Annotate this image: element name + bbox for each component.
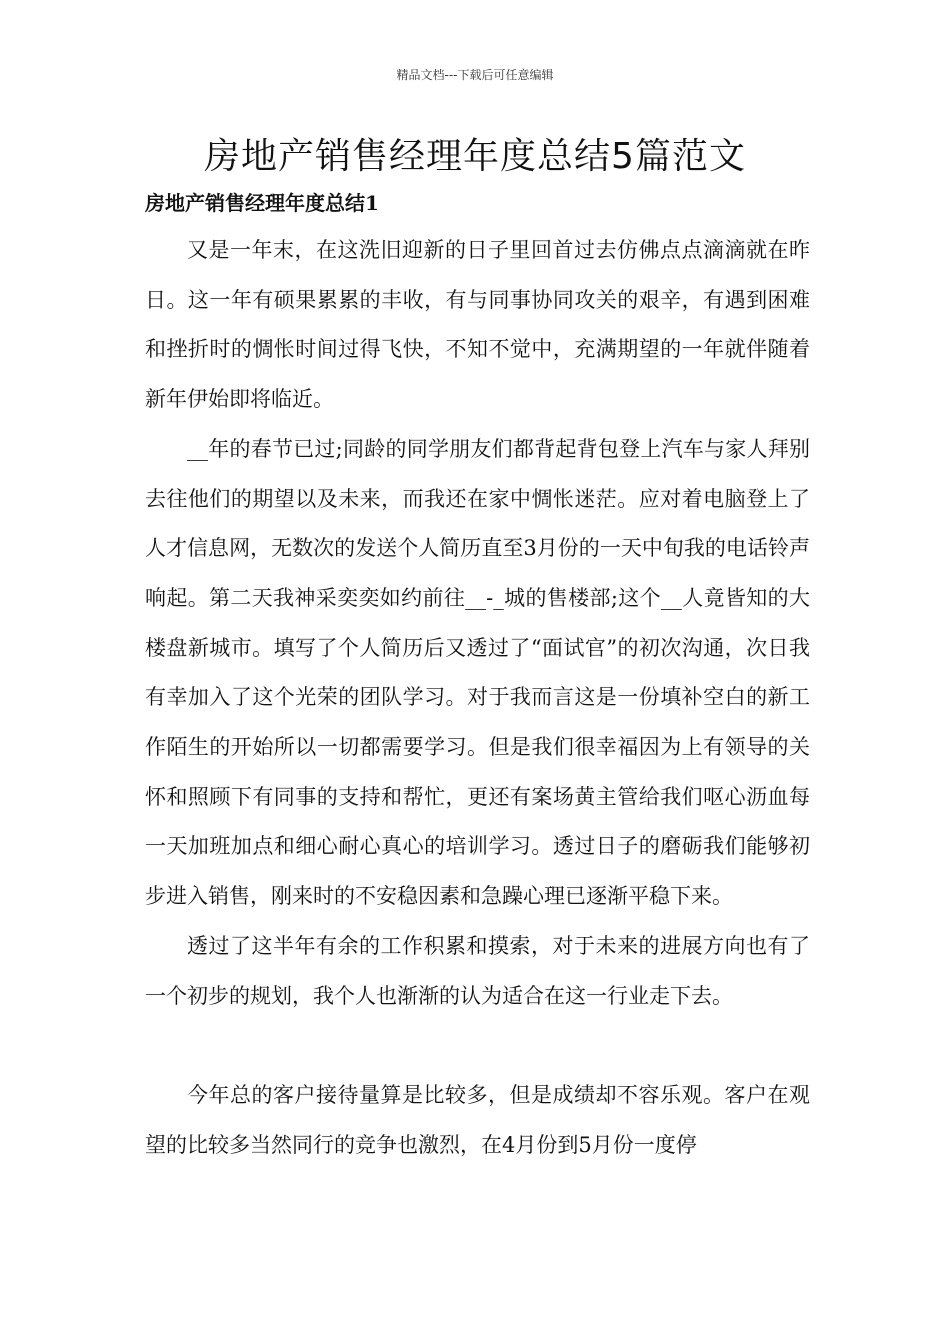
paragraph: 今年总的客户接待量算是比较多，但是成绩却不容乐观。客户在观望的比较多当然同行的竞争也激烈，在4月份到5月份一度停: [145, 1083, 810, 1157]
paragraph: 又是一年末，在这洗旧迎新的日子里回首过去仿佛点点滴滴就在昨日。这一年有硕果累累的丰收，有与同事协同攻关的艰辛，有遇到困难和挫折时的惆怅时间过得飞快，不知不觉中，充满期望的一年就伴随着新年伊始即将临近。: [145, 238, 810, 412]
section-heading: 房地产销售经理年度总结1: [145, 191, 379, 215]
paragraph-spacer: [145, 1021, 810, 1071]
paragraph: 透过了这半年有余的工作积累和摸索，对于未来的进展方向也有了一个初步的规划，我个人也渐渐的认为适合在这一行业走下去。: [145, 933, 810, 1008]
header-note: 精品文档---下载后可任意编辑: [396, 68, 554, 82]
document-title: 房地产销售经理年度总结5篇范文: [204, 136, 746, 177]
paragraph: __年的春节已过;同龄的同学朋友们都背起背包登上汽车与家人拜别去往他们的期望以及未来，而我还在家中惆怅迷茫。应对着电脑登上了人才信息网，无数次的发送个人简历直至3月份的一天中旬我的电话铃声响起。第二天我神采奕奕如约前往__-_城的售楼部;这个__人竟皆知的大楼盘新城市。填写了个人简历后又透过了“面试官”的初次沟通，次日我有幸加入了这个光荣的团队学习。对于我而言这是一份填补空白的新工作陌生的开始所以一切都需要学习。但是我们很幸福因为上有领导的关怀和照顾下有同事的支持和帮忙，更还有案场黄主管给我们呕心沥血每一天加班加点和细心耐心真心的培训学习。透过日子的磨砺我们能够初步进入销售，刚来时的不安稳因素和急躁心理已逐渐平稳下来。: [145, 436, 810, 909]
document-body: [145, 226, 810, 1171]
